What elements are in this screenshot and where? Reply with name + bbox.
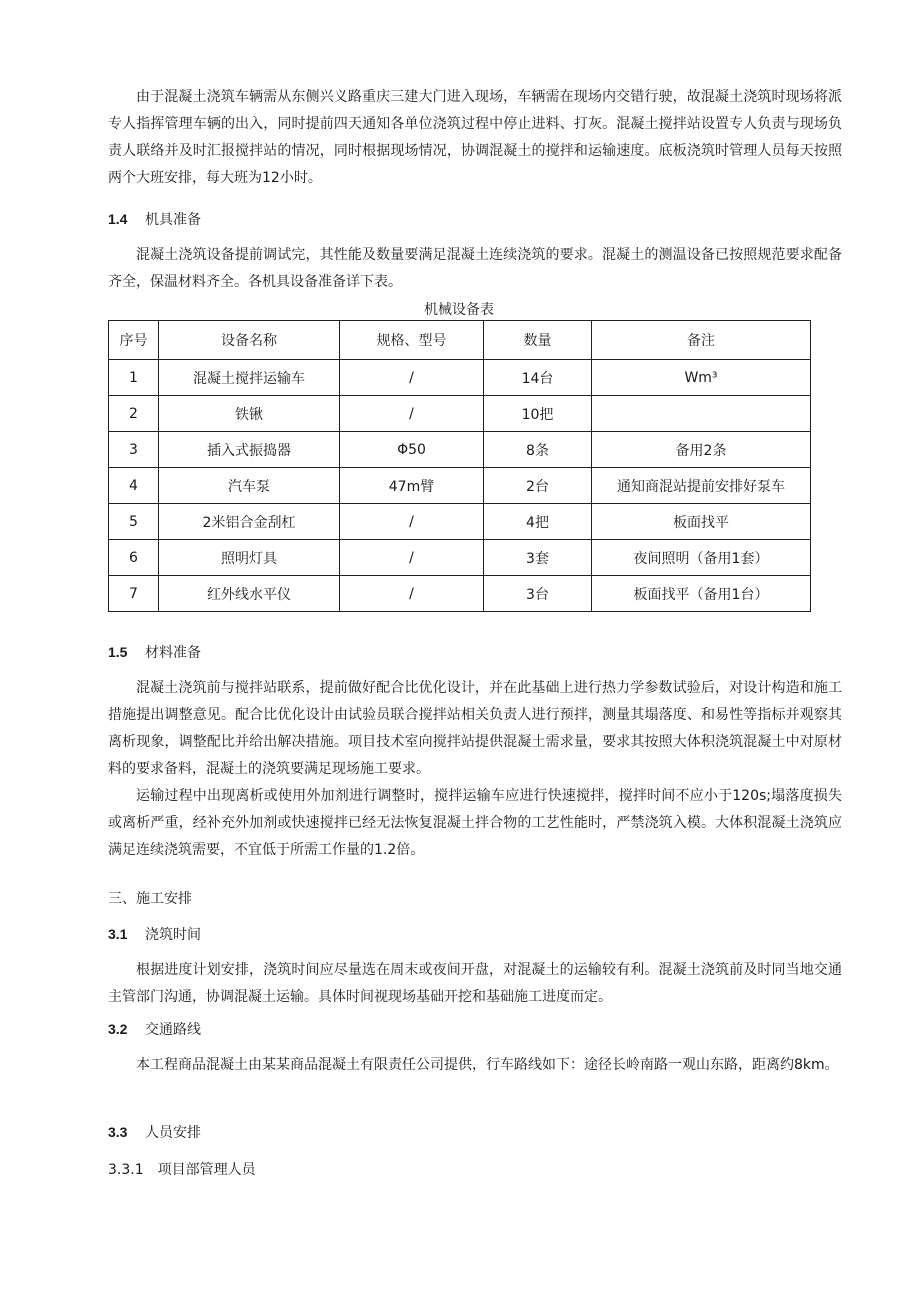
- cell-quantity: 8条: [484, 432, 592, 468]
- cell-spec: /: [340, 360, 484, 396]
- header-index: 序号: [109, 321, 159, 360]
- section-number: 3.1: [108, 926, 128, 942]
- paragraph-material-prep: 混凝土浇筑前与搅拌站联系，提前做好配合比优化设计，并在此基础上进行热力学参数试验后，对设计构造和施工措施提出调整意见。配合比优化设计由试验员联合搅拌站相关负责人进行预拌，测量其塌落度、和易性等指标并观察其离析现象，调整配比并给出解决措施。项目技术室向搅拌站提供混凝土需求量，要求其按照大体积浇筑混凝土中对原材料的要求备料，混凝土的浇筑要满足现场施工要求。: [108, 680, 842, 777]
- table-row: [109, 396, 811, 432]
- cell-quantity: 14台: [484, 360, 592, 396]
- cell-spec: 47m臂: [340, 468, 484, 504]
- cell-spec: /: [340, 504, 484, 540]
- header-quantity: 数量: [484, 321, 592, 360]
- cell-remarks: 板面找平（备用1台）: [592, 576, 811, 612]
- section-heading-3-3: [108, 1122, 201, 1143]
- cell-equipment-name: 铁锹: [159, 396, 340, 432]
- cell-index: 6: [109, 540, 159, 576]
- header-remarks: 备注: [592, 321, 811, 360]
- cell-equipment-name: 红外线水平仪: [159, 576, 340, 612]
- cell-remarks: [592, 396, 811, 432]
- subsection-heading-3-3-1: 3.3.1 项目部管理人员: [108, 1162, 256, 1178]
- section-title: 机具准备: [145, 212, 201, 228]
- cell-equipment-name: 照明灯具: [159, 540, 340, 576]
- cell-equipment-name: 插入式振捣器: [159, 432, 340, 468]
- cell-index: 1: [109, 360, 159, 396]
- paragraph-equipment-prep: 混凝土浇筑设备提前调试完，其性能及数量要满足混凝土连续浇筑的要求。混凝土的测温设备已按照规范要求配备齐全，保温材料齐全。各机具设备准备详下表。: [108, 247, 842, 290]
- cell-index: 3: [109, 432, 159, 468]
- table-header-row: [109, 321, 811, 360]
- cell-index: 2: [109, 396, 159, 432]
- section-title: 材料准备: [145, 645, 201, 661]
- cell-equipment-name: 汽车泵: [159, 468, 340, 504]
- section-number: 1.5: [108, 644, 128, 660]
- table-row: [109, 360, 811, 396]
- cell-quantity: 10把: [484, 396, 592, 432]
- cell-equipment-name: 2米铝合金刮杠: [159, 504, 340, 540]
- paragraph-pouring-time: 根据进度计划安排，浇筑时间应尽量选在周末或夜间开盘，对混凝土的运输较有利。混凝土浇筑前及时同当地交通主管部门沟通，协调混凝土运输。具体时间视现场基础开挖和基础施工进度而定。: [108, 962, 842, 1005]
- section-title: 人员安排: [145, 1125, 201, 1141]
- section-number: 1.4: [108, 211, 128, 227]
- table-row: [109, 576, 811, 612]
- cell-remarks: 板面找平: [592, 504, 811, 540]
- cell-spec: /: [340, 576, 484, 612]
- section-title: 交通路线: [145, 1022, 201, 1038]
- section-number: 3.2: [108, 1021, 128, 1037]
- section-title: 浇筑时间: [145, 927, 201, 943]
- cell-remarks: 备用2条: [592, 432, 811, 468]
- cell-quantity: 4把: [484, 504, 592, 540]
- paragraph-traffic-management: 由于混凝土浇筑车辆需从东侧兴义路重庆三建大门进入现场，车辆需在现场内交错行驶，故混凝土浇筑时现场将派专人指挥管理车辆的出入，同时提前四天通知各单位浇筑过程中停止进料、打灰。混凝土搅拌站设置专人负责与现场负责人联络并及时汇报搅拌站的情况，同时根据现场情况，协调混凝土的搅拌和运输速度。底板浇筑时管理人员每天按照两个大班安排，每大班为12小时。: [108, 89, 842, 186]
- header-equipment-name: 设备名称: [159, 321, 340, 360]
- cell-index: 7: [109, 576, 159, 612]
- section-heading-1-5: [108, 642, 201, 663]
- cell-remarks: 夜间照明（备用1套）: [592, 540, 811, 576]
- cell-index: 5: [109, 504, 159, 540]
- cell-quantity: 3套: [484, 540, 592, 576]
- cell-equipment-name: 混凝土搅拌运输车: [159, 360, 340, 396]
- section-number: 3.3: [108, 1124, 128, 1140]
- section-heading-1-4: [108, 209, 201, 230]
- paragraph-traffic-route: 本工程商品混凝土由某某商品混凝土有限责任公司提供，行车路线如下：途径长岭南路一观山东路，距离约8km。: [136, 1057, 839, 1073]
- cell-spec: /: [340, 540, 484, 576]
- section-heading-3-2: [108, 1019, 201, 1040]
- cell-spec: /: [340, 396, 484, 432]
- table-row: [109, 468, 811, 504]
- chapter-heading-construction-arrangement: 三、施工安排: [108, 891, 192, 907]
- table-row: [109, 540, 811, 576]
- cell-quantity: 2台: [484, 468, 592, 504]
- cell-spec: Φ50: [340, 432, 484, 468]
- table-caption: 机械设备表: [424, 302, 494, 318]
- header-spec: 规格、型号: [340, 321, 484, 360]
- cell-quantity: 3台: [484, 576, 592, 612]
- paragraph-transport-process: 运输过程中出现离析或使用外加剂进行调整时，搅拌运输车应进行快速搅拌，搅拌时间不应小于120s;塌落度损失或离析严重，经补充外加剂或快速搅拌已经无法恢复混凝土拌合物的工艺性能时，严禁浇筑入模。大体积混凝土浇筑应满足连续浇筑需要，不宜低于所需工作量的1.2倍。: [108, 788, 842, 858]
- section-heading-3-1: [108, 924, 201, 945]
- cell-remarks: 通知商混站提前安排好泵车: [592, 468, 811, 504]
- equipment-table: [108, 320, 811, 612]
- cell-index: 4: [109, 468, 159, 504]
- cell-remarks: Wm³: [592, 360, 811, 396]
- table-row: [109, 432, 811, 468]
- table-row: [109, 504, 811, 540]
